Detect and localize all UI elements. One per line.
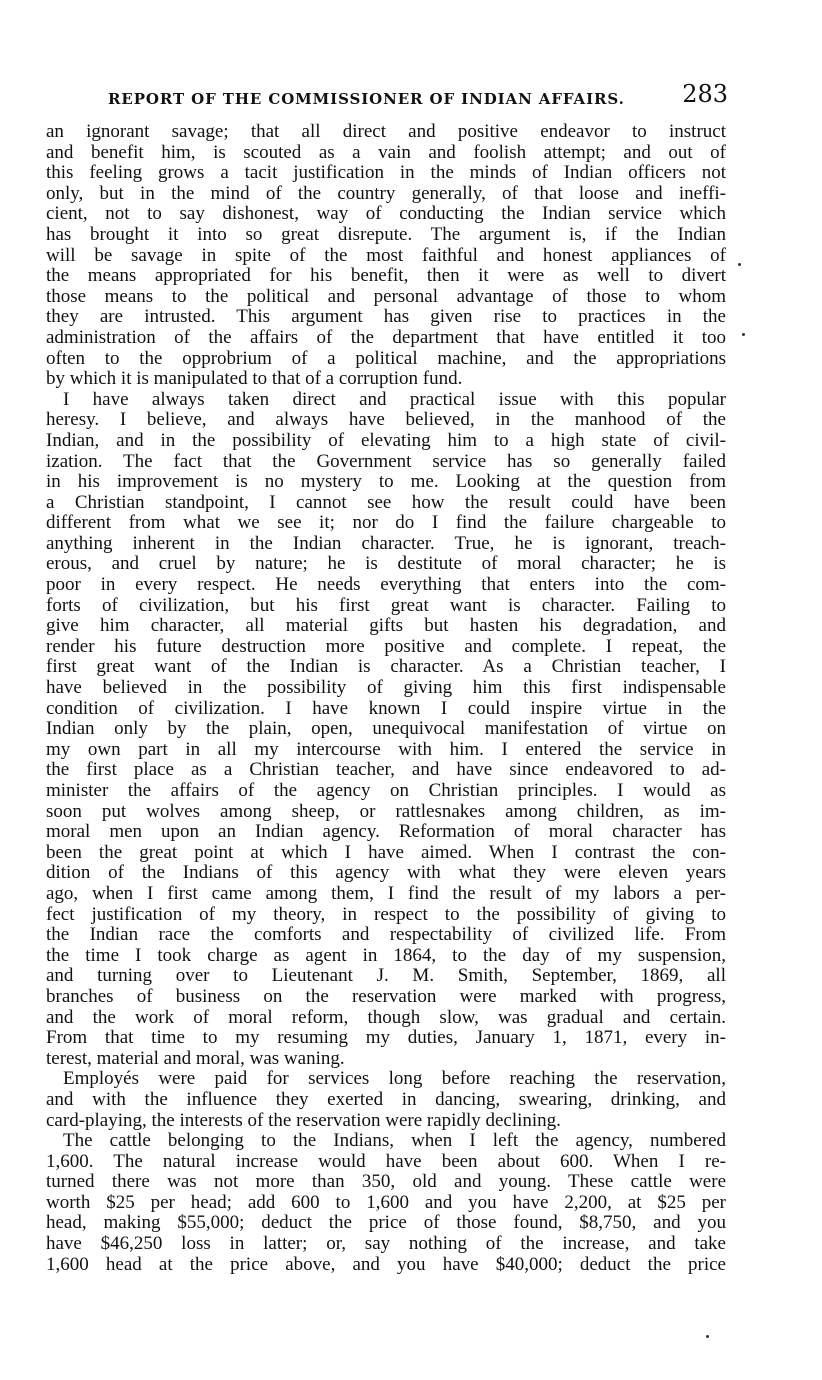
- text-line: different from what we see it; nor do I find the failure chargeable to: [46, 512, 726, 534]
- scan-speck: [706, 1335, 709, 1338]
- running-title: REPORT OF THE COMMISSIONER OF INDIAN AFFAIRS.: [108, 90, 625, 108]
- text-line: 1,600 head at the price above, and you have $40,000; deduct the price: [46, 1253, 726, 1275]
- text-line: dition of the Indians of this agency with what they were eleven years: [46, 862, 726, 884]
- text-line: only, but in the mind of the country generally, of that loose and ineffi-: [46, 182, 726, 204]
- text-line: often to the opprobrium of a political machine, and the appropriations: [46, 347, 726, 369]
- text-line: moral men upon an Indian agency. Reformation of moral character has: [46, 821, 726, 843]
- text-line: minister the affairs of the agency on Christian principles. I would as: [46, 780, 726, 801]
- text-line: terest, material and moral, was waning.: [46, 1047, 345, 1069]
- text-line: first great want of the Indian is character. As a Christian teacher, I: [46, 656, 726, 678]
- text-line: soon put wolves among sheep, or rattlesnakes among children, as im-: [46, 800, 726, 822]
- text-line: I have always taken direct and practical issue with this popular: [63, 388, 726, 410]
- scan-speck: [742, 333, 745, 336]
- text-line: and with the influence they exerted in dancing, swearing, drinking, and: [46, 1088, 726, 1110]
- text-line: administration of the affairs of the department that have entitled it too: [46, 326, 726, 348]
- text-line: card-playing, the interests of the reservation were rapidly declining.: [46, 1109, 561, 1131]
- text-line: Indian, and in the possibility of elevating him to a high state of civil-: [46, 429, 726, 451]
- text-line: the time I took charge as agent in 1864, to the day of my suspension,: [46, 944, 726, 966]
- text-line: will be savage in spite of the most faithful and honest appliances of: [46, 244, 726, 266]
- text-line: and benefit him, is scouted as a vain and foolish attempt; and out of: [46, 141, 726, 163]
- text-line: forts of civilization, but his first great want is character. Failing to: [46, 594, 726, 616]
- text-line: worth $25 per head; add 600 to 1,600 and you have 2,200, at $25 per: [46, 1191, 726, 1213]
- text-line: an ignorant savage; that all direct and positive endeavor to instruct: [46, 121, 726, 142]
- text-line: the first place as a Christian teacher, and have since endeavored to ad-: [46, 759, 726, 781]
- running-header: [108, 80, 728, 114]
- text-line: a Christian standpoint, I cannot see how the result could have been: [46, 491, 726, 513]
- text-line: erous, and cruel by nature; he is destitute of moral character; he is: [46, 553, 726, 575]
- text-line: the Indian race the comforts and respectability of civilized life. From: [46, 924, 726, 946]
- text-line: in his improvement is no mystery to me. Looking at the question from: [46, 471, 726, 493]
- text-line: cient, not to say dishonest, way of conducting the Indian service which: [46, 203, 726, 225]
- text-line: head, making $55,000; deduct the price of those found, $8,750, and you: [46, 1212, 726, 1234]
- text-line: 1,600. The natural increase would have been about 600. When I re-: [46, 1150, 726, 1172]
- text-line: Indian only by the plain, open, unequivocal manifestation of virtue on: [46, 718, 726, 740]
- text-line: have believed in the possibility of giving him this first indispensable: [46, 677, 726, 699]
- text-line: branches of business on the reservation were marked with progress,: [46, 985, 726, 1007]
- text-line: those means to the political and personal advantage of those to whom: [46, 285, 726, 307]
- text-line: turned there was not more than 350, old and young. These cattle were: [46, 1171, 726, 1193]
- scan-speck: [738, 263, 741, 266]
- text-line: Employés were paid for services long before reaching the reservation,: [63, 1068, 726, 1090]
- page-number: 283: [682, 80, 728, 108]
- text-line: ago, when I first came among them, I find the result of my labors a per-: [46, 882, 726, 904]
- text-line: poor in every respect. He needs everything that enters into the com-: [46, 574, 726, 596]
- body-text: [46, 122, 726, 1275]
- text-line: and the work of moral reform, though slow, was gradual and certain.: [46, 1006, 726, 1028]
- text-line: this feeling grows a tacit justification in the minds of Indian officers not: [46, 162, 726, 184]
- text-line: render his future destruction more positive and complete. I repeat, the: [46, 635, 726, 657]
- text-line: ization. The fact that the Government service has so generally failed: [46, 450, 726, 472]
- text-line: the means appropriated for his benefit, then it were as well to divert: [46, 265, 726, 287]
- text-line: and turning over to Lieutenant J. M. Smith, September, 1869, all: [46, 965, 726, 987]
- text-line: been the great point at which I have aimed. When I contrast the con-: [46, 841, 726, 863]
- text-line: have $46,250 loss in latter; or, say nothing of the increase, and take: [46, 1233, 726, 1255]
- text-line: heresy. I believe, and always have believed, in the manhood of the: [46, 409, 726, 431]
- text-line: they are intrusted. This argument has given rise to practices in the: [46, 306, 726, 328]
- text-line: anything inherent in the Indian character. True, he is ignorant, treach-: [46, 532, 726, 554]
- text-line: fect justification of my theory, in respect to the possibility of giving to: [46, 903, 726, 925]
- text-line: From that time to my resuming my duties, January 1, 1871, every in-: [46, 1027, 726, 1049]
- text-line: The cattle belonging to the Indians, when I left the agency, numbered: [63, 1130, 726, 1152]
- text-line: give him character, all material gifts but hasten his degradation, and: [46, 615, 726, 637]
- text-line: condition of civilization. I have known I could inspire virtue in the: [46, 697, 726, 719]
- text-line: my own part in all my intercourse with him. I entered the service in: [46, 738, 726, 760]
- text-line: by which it is manipulated to that of a corruption fund.: [46, 368, 463, 390]
- text-line: has brought it into so great disrepute. The argument is, if the Indian: [46, 223, 726, 245]
